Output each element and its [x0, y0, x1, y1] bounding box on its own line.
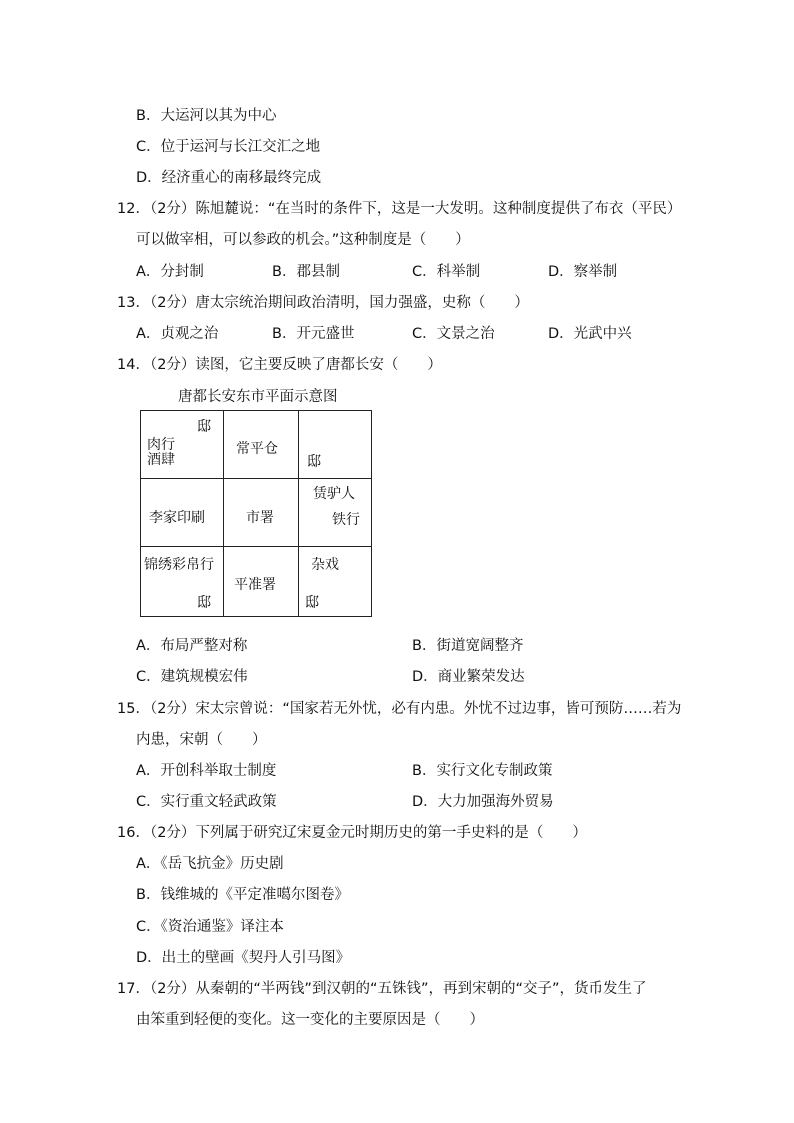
q13-option-d: D．光武中兴 — [548, 326, 632, 342]
grid-line — [298, 411, 299, 616]
cell-label: 铁行 — [332, 512, 360, 528]
q15-option-a: A．开创科举取士制度 — [136, 763, 277, 779]
cell-label: 常平仓 — [236, 441, 278, 457]
cell-label: 平准署 — [234, 577, 276, 593]
question-15-text: 15．（2分）宋太宗曾说：“国家若无外忧，必有内患。外忧不过边事，皆可预防……若为 — [117, 701, 682, 717]
q15-option-b: B．实行文化专制政策 — [412, 763, 553, 779]
q14-option-c: C．建筑规模宏伟 — [136, 669, 248, 685]
cell-label: 邸 — [307, 454, 321, 470]
q16-option-c: C．《资治通鉴》译注本 — [136, 919, 284, 935]
option-d: D．经济重心的南移最终完成 — [136, 170, 322, 186]
grid-line — [141, 478, 371, 479]
market-plan-diagram — [140, 410, 372, 617]
cell-label: 李家印刷 — [149, 510, 205, 526]
q12-option-d: D．察举制 — [548, 264, 618, 280]
cell-label: 酒肆 — [147, 452, 175, 468]
q14-option-a: A．布局严整对称 — [136, 638, 248, 654]
q13-option-b: B．开元盛世 — [272, 326, 355, 342]
q14-option-d: D．商业繁荣发达 — [412, 669, 525, 685]
cell-label: 邸 — [305, 595, 319, 611]
question-12-text: 12．（2分）陈旭麓说：“在当时的条件下，这是一大发明。这种制度提供了布衣（平民） — [117, 201, 682, 217]
question-17-text: 17．（2分）从秦朝的“半两钱”到汉朝的“五铢钱”，再到宋朝的“交子”，货币发生了 — [117, 981, 647, 997]
q15-option-d: D．大力加强海外贸易 — [412, 794, 554, 810]
question-15-text-cont: 内患，宋朝（ ） — [136, 732, 267, 748]
grid-line — [223, 411, 224, 616]
cell-label: 邸 — [197, 595, 211, 611]
option-b: B．大运河以其为中心 — [136, 108, 277, 124]
q16-option-b: B．钱维城的《平定准噶尔图卷》 — [136, 887, 349, 903]
question-17-text-cont: 由笨重到轻便的变化。这一变化的主要原因是（ ） — [136, 1012, 484, 1028]
q13-option-a: A．贞观之治 — [136, 326, 219, 342]
q15-option-c: C．实行重文轻武政策 — [136, 794, 277, 810]
cell-label: 赁驴人 — [313, 486, 355, 502]
cell-label: 锦绣彩帛行 — [144, 557, 214, 573]
q13-option-c: C．文景之治 — [412, 326, 495, 342]
cell-label: 杂戏 — [311, 557, 339, 573]
question-13-text: 13．（2分）唐太宗统治期间政治清明，国力强盛，史称（ ） — [117, 295, 529, 311]
option-c: C．位于运河与长江交汇之地 — [136, 139, 321, 155]
q12-option-c: C．科举制 — [412, 264, 481, 280]
q14-option-b: B．街道宽阔整齐 — [412, 638, 524, 654]
question-14-text: 14．（2分）读图，它主要反映了唐都长安（ ） — [117, 357, 442, 373]
q16-option-a: A．《岳飞抗金》历史剧 — [136, 856, 284, 872]
q16-option-d: D．出土的壁画《契丹人引马图》 — [136, 950, 351, 966]
cell-label: 邸 — [197, 419, 211, 435]
grid-line — [141, 546, 371, 547]
figure-title: 唐都长安东市平面示意图 — [178, 389, 338, 405]
cell-label: 市署 — [246, 510, 274, 526]
q12-option-a: A．分封制 — [136, 264, 204, 280]
question-12-text-cont: 可以做宰相，可以参政的机会。”这种制度是（ ） — [136, 232, 470, 248]
cell-label: 肉行 — [147, 437, 175, 453]
q12-option-b: B．郡县制 — [272, 264, 340, 280]
question-16-text: 16．（2分）下列属于研究辽宋夏金元时期历史的第一手史料的是（ ） — [117, 825, 587, 841]
